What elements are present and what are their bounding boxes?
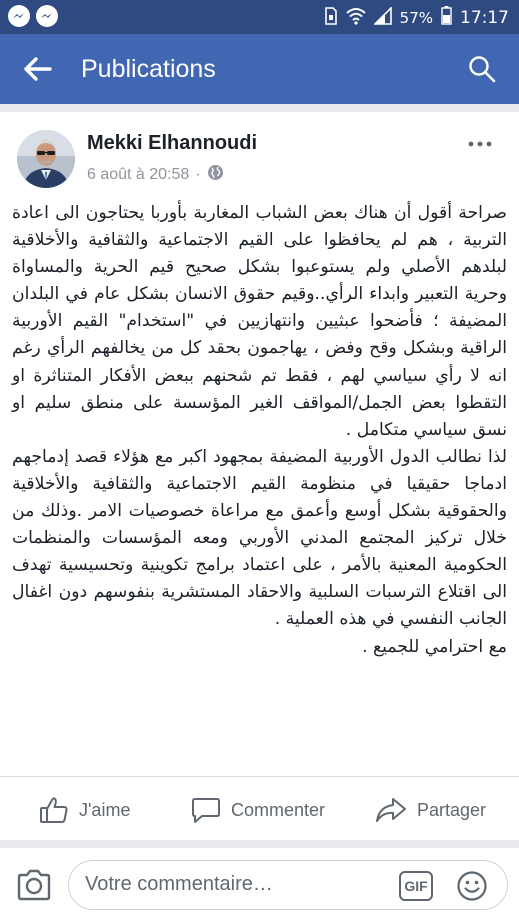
app-bar bbox=[0, 34, 519, 104]
smiley-icon bbox=[456, 870, 488, 902]
share-button[interactable] bbox=[375, 796, 486, 824]
avatar[interactable] bbox=[17, 130, 75, 188]
search-icon bbox=[467, 54, 497, 84]
globe-icon bbox=[207, 164, 224, 186]
post-card bbox=[0, 112, 519, 840]
messenger-icon bbox=[8, 5, 30, 27]
wifi-icon bbox=[346, 7, 366, 30]
messenger-icon bbox=[36, 5, 58, 27]
comment-button[interactable] bbox=[191, 796, 325, 824]
gif-button[interactable]: GIF bbox=[399, 871, 433, 901]
clock: 17:17 bbox=[460, 8, 509, 28]
system-status bbox=[324, 6, 509, 30]
comment-input[interactable] bbox=[68, 860, 508, 910]
post-actions bbox=[0, 784, 519, 840]
status-bar bbox=[0, 0, 519, 34]
share-arrow-icon bbox=[375, 796, 407, 824]
author-name[interactable]: Mekki Elhannoudi bbox=[87, 132, 258, 154]
more-options-button[interactable] bbox=[467, 136, 493, 150]
share-label: Partager bbox=[417, 799, 487, 820]
sim-icon bbox=[324, 7, 338, 30]
emoji-button[interactable] bbox=[456, 870, 488, 902]
search-button[interactable] bbox=[467, 54, 497, 84]
post-body: صراحة أقول أن هناك بعض الشباب المغاربة بأوربا يحتاجون الى اعادة التربية ، هم لم يحافظوا على القيم الاجتماعية والثقافية والأخلاقية لبلدهم الأصلي ولم يستوعبوا بشكل صحيح قيم الحرية والمساواة وحرية التعبير وابداء الرأي..وقيم حقوق الانسان بشكل عام في البلدان المضيفة ؛ فأضحوا عبثيين وانتهازيين في "استخدام" القيم الأوربية الراقية وبشكل وقح وفض ، يهاجمون بحقد كل من يخالفهم الرأي رغم انه لا رأي سياسي لهم ، فقط تم شحنهم ببعض الأفكار المتناثرة او التقطوا بعض الجمل/المواقف الغير المؤسسة على منطق سليم او نسق سياسي متكامل . لذا نطالب الدول الأوربية المضيفة بمجهود اكبر مع هؤلاء قصد إدماجهم ادماجا حقيقيا في منظومة القيم الاجتماعية والثقافية والأخلاقية والحقوقية بشكل أوسع وأعمق مع مراعاة خصوصيات الامر .وذلك من خلال تركيز المجتمع المدني الأوربي ومعه المؤسسات والمنظمات الحكومية المعنية بالأمر ، على اعتماد برامج تكوينية وتحسيسية تهدف الى اقتلاع الترسبات السلبية والاحقاد المستشرية بنفوسهم دون اغفال الجانب النفسي في هذه العملية . مع احترامي للجميع . bbox=[12, 203, 507, 657]
speech-bubble-icon bbox=[191, 796, 221, 824]
profile-photo bbox=[17, 130, 75, 188]
notification-icons bbox=[8, 5, 58, 27]
comment-placeholder: Votre commentaire… bbox=[85, 873, 273, 895]
signal-icon bbox=[374, 7, 392, 30]
camera-icon bbox=[16, 868, 52, 902]
camera-button[interactable] bbox=[16, 868, 52, 902]
post-timestamp[interactable]: 6 août à 20:58 bbox=[87, 166, 190, 183]
thumbs-up-icon bbox=[39, 796, 69, 824]
post-meta bbox=[87, 164, 224, 186]
page-title: Publications bbox=[81, 55, 216, 83]
comment-label: Commenter bbox=[231, 799, 326, 820]
like-button[interactable] bbox=[39, 796, 130, 824]
comment-bar bbox=[0, 848, 519, 924]
battery-icon bbox=[441, 6, 452, 30]
like-label: J'aime bbox=[79, 799, 131, 820]
battery-percent: 57% bbox=[399, 9, 433, 27]
back-button[interactable] bbox=[22, 54, 54, 84]
more-horizontal-icon bbox=[467, 137, 493, 151]
meta-separator: · bbox=[195, 166, 201, 183]
divider bbox=[0, 776, 519, 777]
arrow-left-icon bbox=[22, 54, 54, 84]
